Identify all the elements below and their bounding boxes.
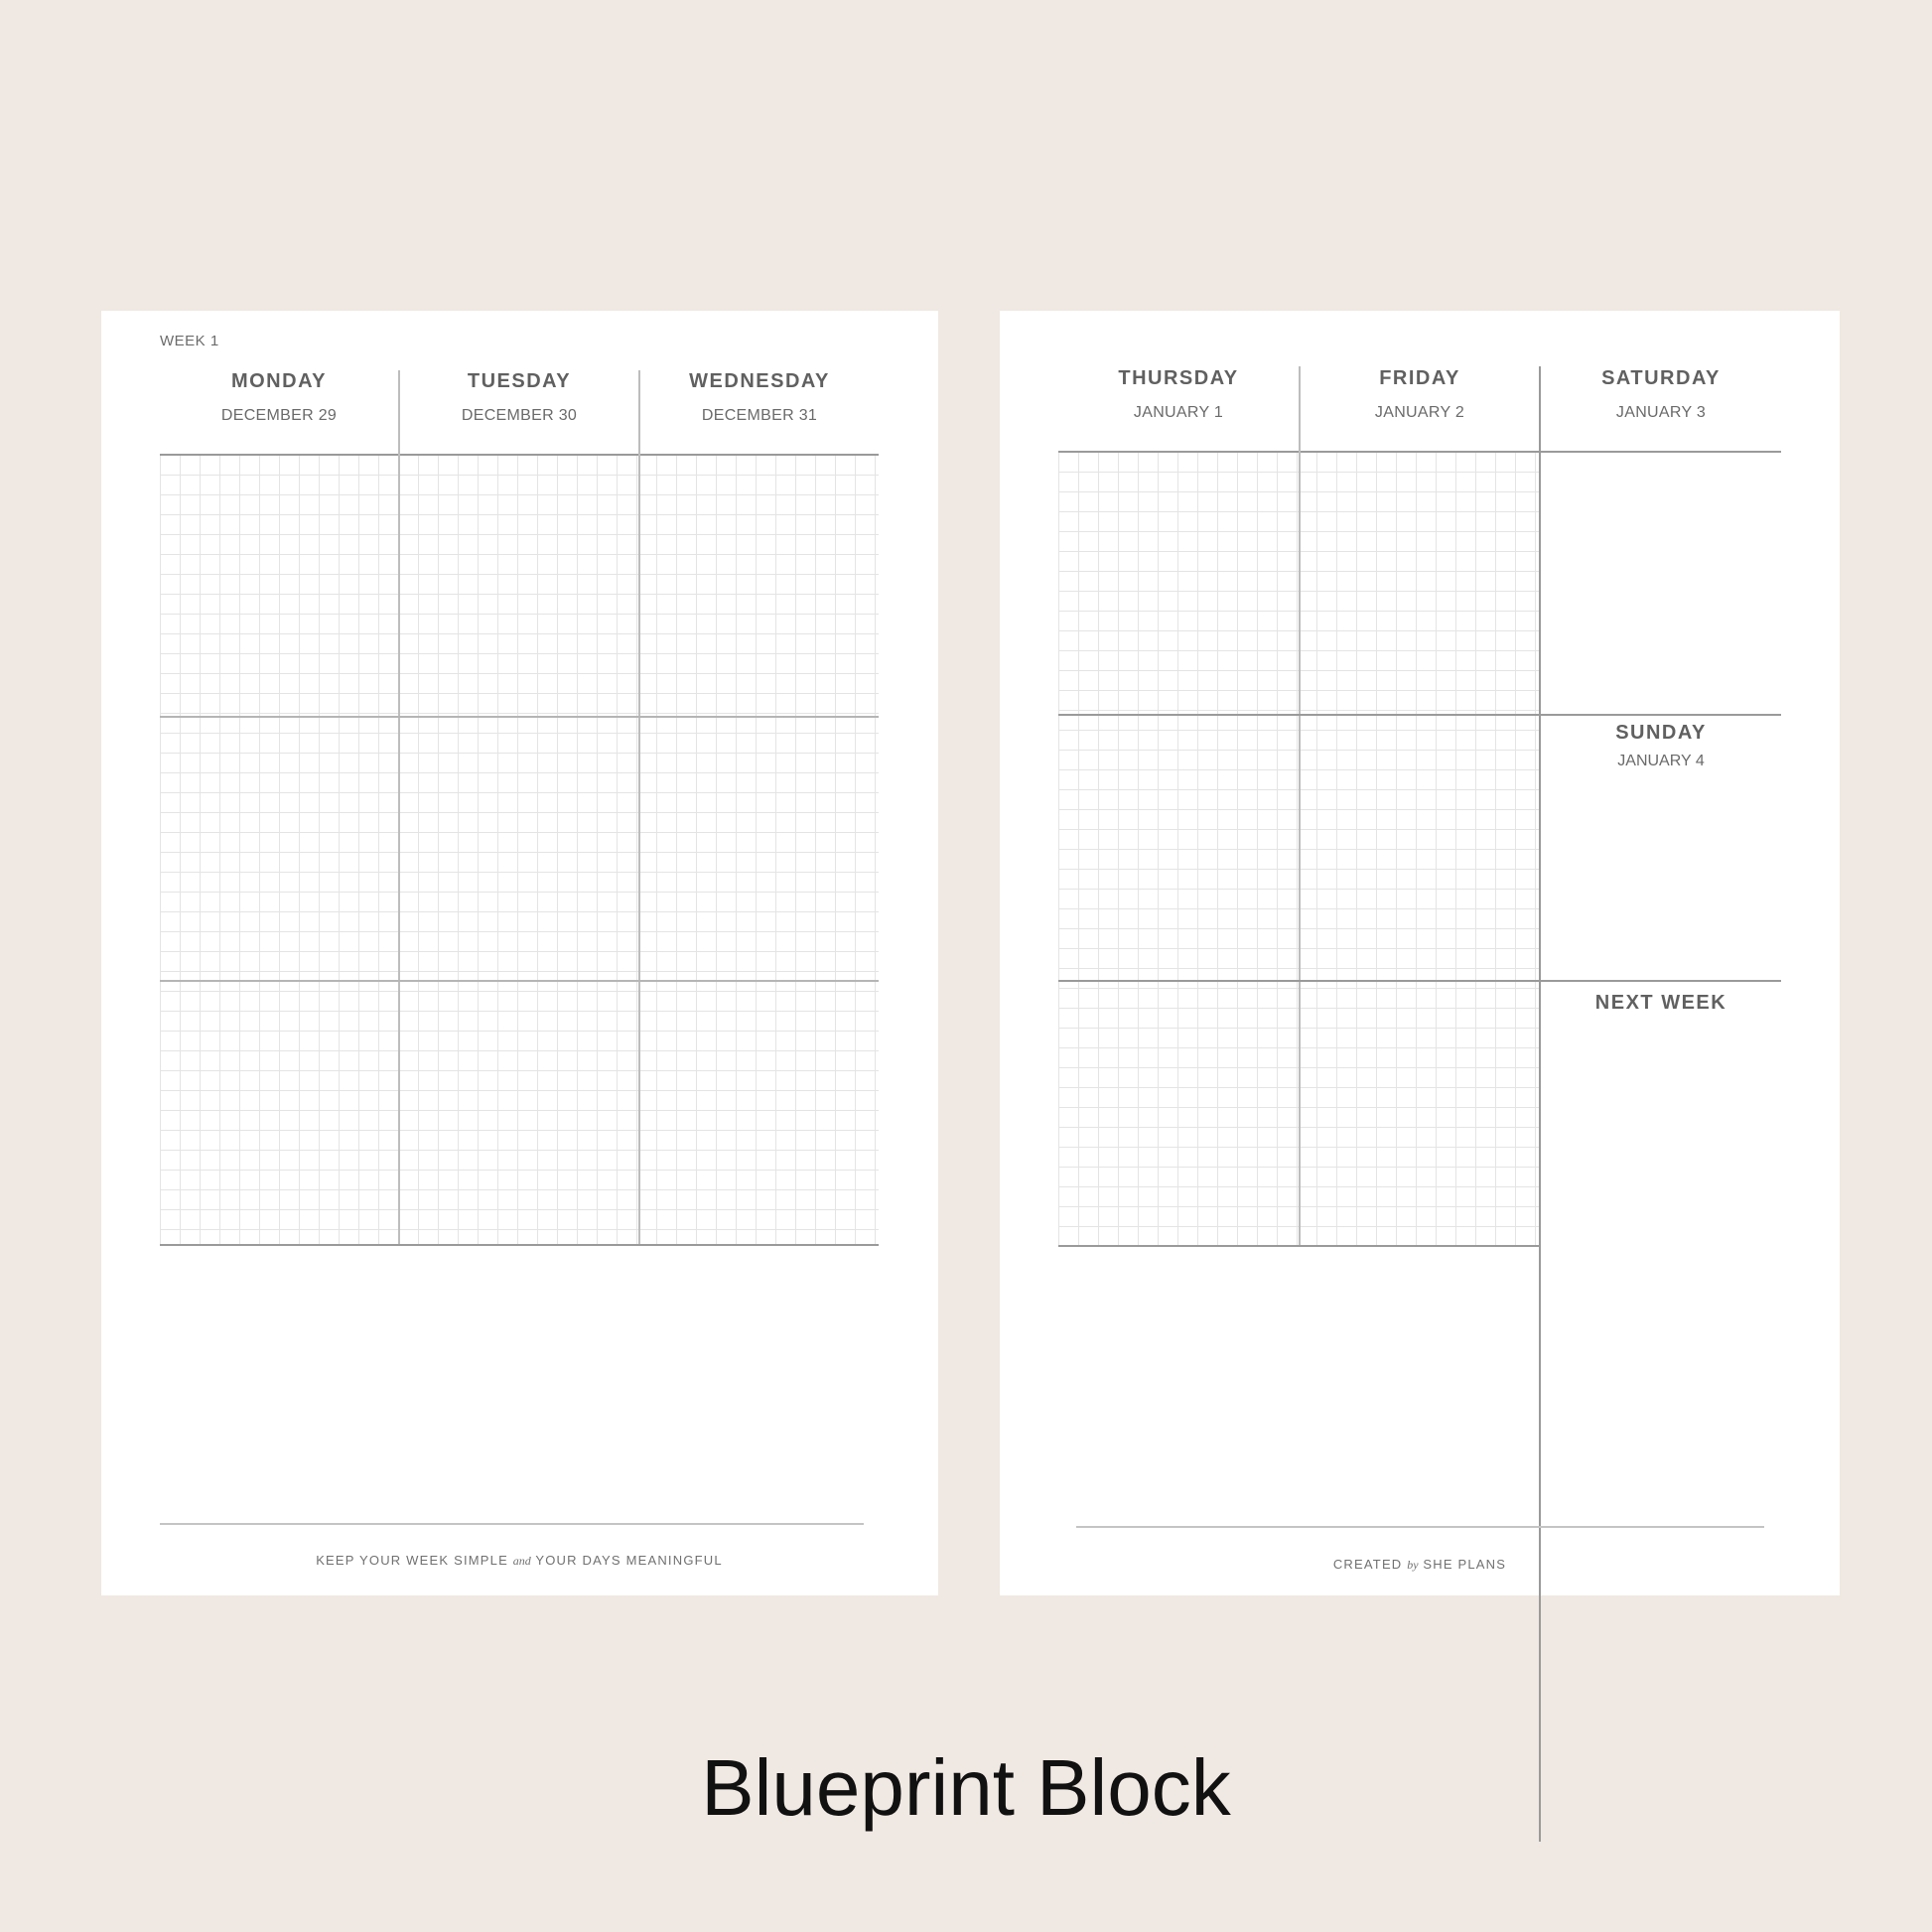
day-date: JANUARY 3 [1615, 404, 1707, 421]
day-name: FRIDAY [1379, 367, 1460, 389]
grid-top-rule [160, 454, 879, 456]
row-divider [1058, 714, 1781, 716]
footer-text: SHE PLANS [1423, 1557, 1507, 1572]
day-header-friday [1300, 367, 1540, 422]
product-caption: Blueprint Block [701, 1743, 1231, 1832]
grid-bottom-rule [1058, 1245, 1539, 1247]
day-name: SATURDAY [1601, 367, 1721, 389]
header-divider [638, 370, 640, 454]
footer-text: KEEP YOUR WEEK SIMPLE [316, 1553, 508, 1568]
day-date: JANUARY 1 [1133, 404, 1224, 421]
section-title: NEXT WEEK [1594, 992, 1727, 1014]
day-header-wednesday [640, 370, 879, 425]
day-name: TUESDAY [467, 370, 572, 392]
footer-conjunction: and [512, 1554, 531, 1568]
day-name: THURSDAY [1118, 367, 1239, 389]
footer-rule [1076, 1526, 1764, 1528]
grid-top-rule [1058, 451, 1781, 453]
day-name: WEDNESDAY [689, 370, 830, 392]
week-label: WEEK 1 [160, 333, 219, 349]
day-name: SUNDAY [1615, 722, 1707, 744]
day-date: JANUARY 4 [1617, 753, 1705, 769]
day-header-saturday [1541, 367, 1781, 422]
sidebar-divider [1539, 366, 1541, 1842]
day-name: MONDAY [230, 370, 328, 392]
header-divider [398, 370, 400, 454]
grid-row-divider [160, 980, 879, 982]
footer-tagline [160, 1553, 879, 1569]
next-week-header [1541, 992, 1781, 1015]
day-date: DECEMBER 29 [220, 407, 338, 424]
grid-column-divider [1299, 451, 1301, 1246]
day-date: JANUARY 2 [1374, 404, 1465, 421]
day-header-tuesday [400, 370, 638, 425]
day-header-sunday [1541, 722, 1781, 770]
footer-credit [1058, 1557, 1781, 1573]
grid-row-divider [160, 716, 879, 718]
graph-grid [160, 455, 879, 1246]
day-date: DECEMBER 30 [461, 407, 578, 424]
header-divider [1299, 366, 1301, 452]
grid-column-divider [398, 454, 400, 1246]
day-date: DECEMBER 31 [701, 407, 818, 424]
footer-text: YOUR DAYS MEANINGFUL [535, 1553, 723, 1568]
day-header-thursday [1058, 367, 1299, 422]
grid-column-divider [638, 454, 640, 1246]
grid-bottom-rule [160, 1244, 879, 1246]
row-divider [1058, 980, 1781, 982]
footer-text: CREATED [1332, 1557, 1403, 1572]
day-header-monday [160, 370, 398, 425]
footer-conjunction: by [1407, 1558, 1419, 1572]
planner-page-left [101, 311, 938, 1595]
footer-rule [160, 1523, 864, 1525]
planner-page-right [1000, 311, 1840, 1595]
